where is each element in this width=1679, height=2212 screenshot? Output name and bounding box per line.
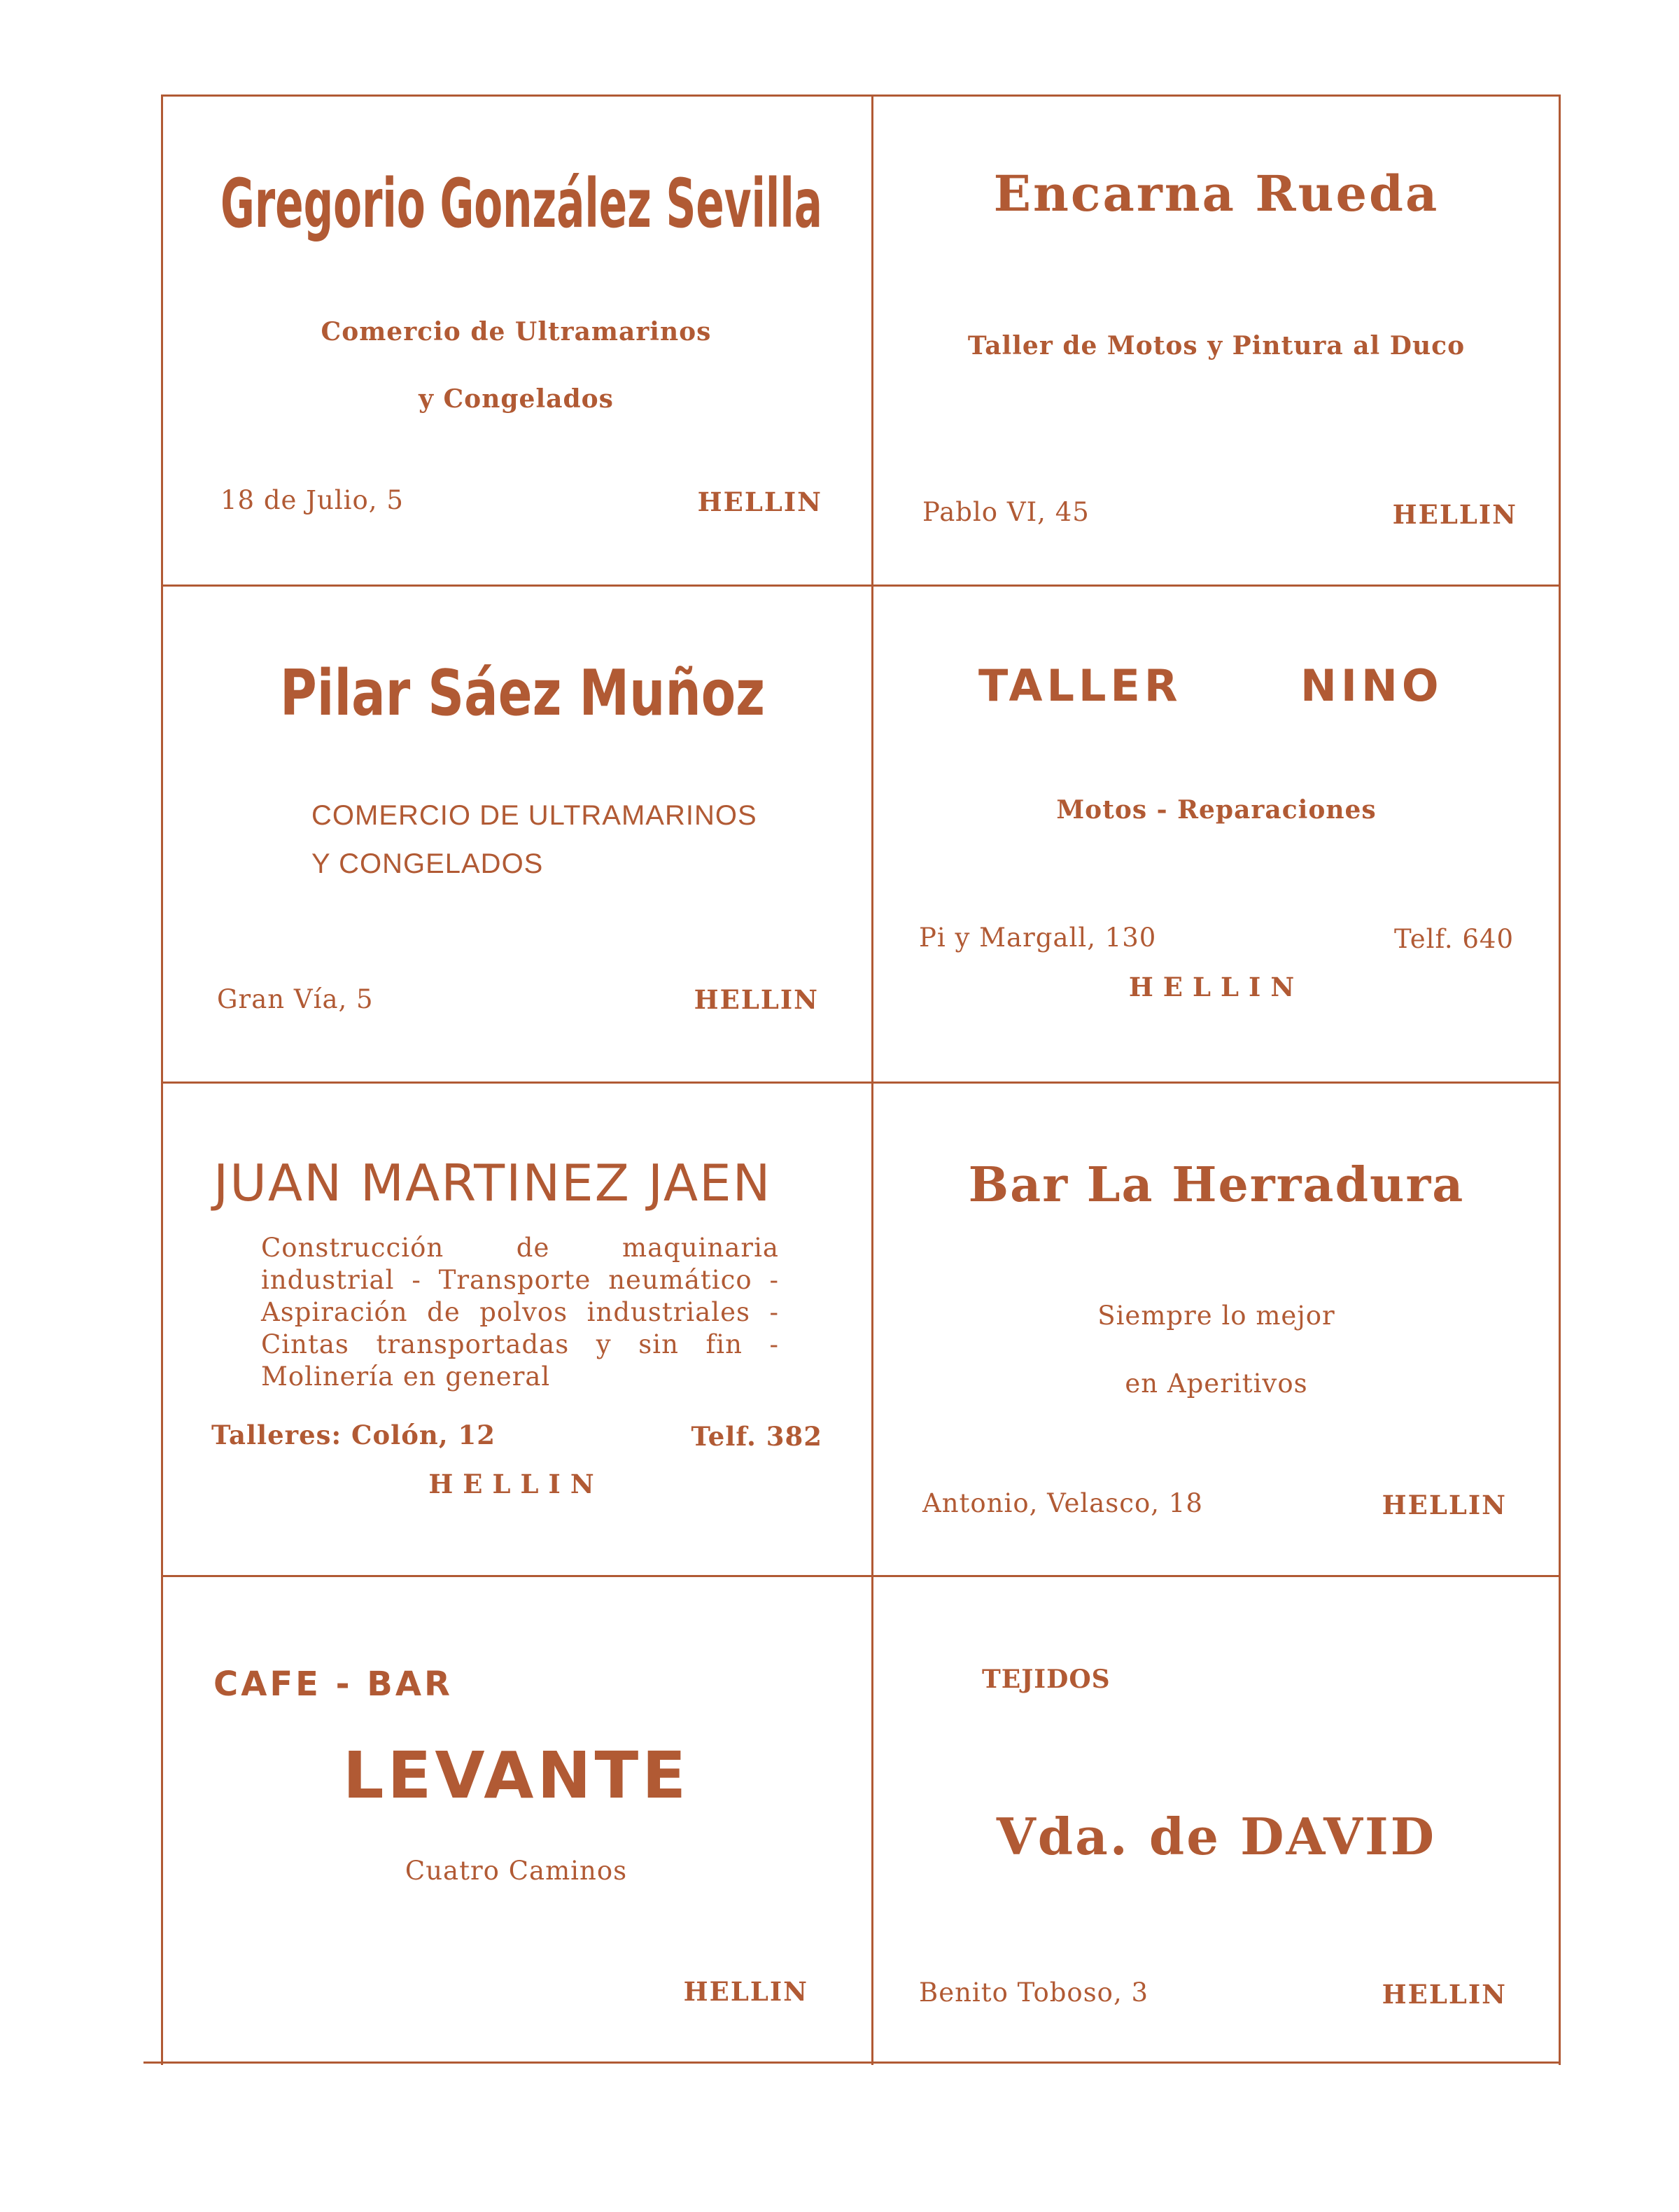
ad-kicker: TEJIDOS bbox=[982, 1665, 1111, 1694]
ad-juan-martinez bbox=[161, 1084, 871, 1575]
ad-title: LEVANTE bbox=[342, 1738, 690, 1813]
ad-address: 18 de Julio, 5 bbox=[220, 485, 404, 515]
ad-page-frame bbox=[161, 94, 1561, 2068]
ad-title: Bar La Herradura bbox=[968, 1157, 1465, 1213]
ad-cafe-bar-levante bbox=[161, 1577, 871, 2062]
ad-subtitle: Comercio de Ultramarinos bbox=[321, 317, 712, 346]
ad-pilar bbox=[161, 587, 871, 1082]
ad-address: Antonio, Velasco, 18 bbox=[922, 1488, 1203, 1518]
ad-address: Gran Vía, 5 bbox=[217, 984, 374, 1014]
ad-encarna bbox=[873, 94, 1559, 584]
ad-city: HELLIN bbox=[1382, 1979, 1507, 2010]
ad-description: Construcción de maquinaria industrial - Transporte neumático - Aspiración de polvos industriales - Cintas transportadas y sin fin - Molinería en general bbox=[261, 1233, 779, 1392]
ad-city: HELLIN bbox=[1128, 972, 1305, 1002]
ad-subtitle-2: y Congelados bbox=[419, 384, 614, 414]
ad-city: HELLIN bbox=[1392, 499, 1517, 530]
ad-taller-nino bbox=[873, 587, 1559, 1082]
ad-vda-de-david bbox=[873, 1577, 1559, 2062]
ad-bar-la-herradura bbox=[873, 1084, 1559, 1575]
ad-title: TALLER bbox=[978, 660, 1182, 711]
ad-subtitle: COMERCIO DE ULTRAMARINOS bbox=[311, 800, 757, 831]
ad-subtitle: Cuatro Caminos bbox=[405, 1856, 628, 1886]
ad-subtitle: Siempre lo mejor bbox=[1097, 1301, 1335, 1331]
ad-city: HELLIN bbox=[697, 486, 822, 517]
ad-city: HELLIN bbox=[683, 1976, 808, 2007]
ad-address: Pablo VI, 45 bbox=[922, 497, 1090, 527]
ad-city: HELLIN bbox=[428, 1469, 604, 1499]
ad-city: HELLIN bbox=[694, 984, 819, 1015]
ad-title: Pilar Sáez Muñoz bbox=[280, 657, 766, 730]
ad-title-2: NINO bbox=[1300, 660, 1443, 711]
ad-kicker: CAFE - BAR bbox=[213, 1665, 453, 1704]
ad-gregorio bbox=[161, 94, 871, 584]
ad-address: Talleres: Colón, 12 bbox=[211, 1420, 496, 1450]
ad-subtitle-2: Y CONGELADOS bbox=[311, 848, 544, 879]
ad-title: Vda. de DAVID bbox=[996, 1807, 1437, 1866]
ad-city: HELLIN bbox=[1382, 1490, 1507, 1520]
ad-address: Pi y Margall, 130 bbox=[919, 923, 1157, 953]
ad-title: Gregorio González Sevilla bbox=[220, 164, 822, 243]
ad-subtitle-2: en Aperitivos bbox=[1125, 1368, 1308, 1399]
ad-subtitle: Motos - Reparaciones bbox=[1056, 795, 1377, 825]
ad-title: JUAN MARTINEZ JAEN bbox=[213, 1154, 772, 1212]
ad-address: Benito Toboso, 3 bbox=[919, 1977, 1149, 2008]
ad-title: Encarna Rueda bbox=[993, 164, 1440, 223]
ad-phone: Telf. 382 bbox=[691, 1421, 822, 1452]
grid-line-bottom bbox=[143, 2062, 1561, 2064]
ad-phone: Telf. 640 bbox=[1393, 924, 1514, 954]
ad-subtitle: Taller de Motos y Pintura al Duco bbox=[967, 331, 1466, 360]
